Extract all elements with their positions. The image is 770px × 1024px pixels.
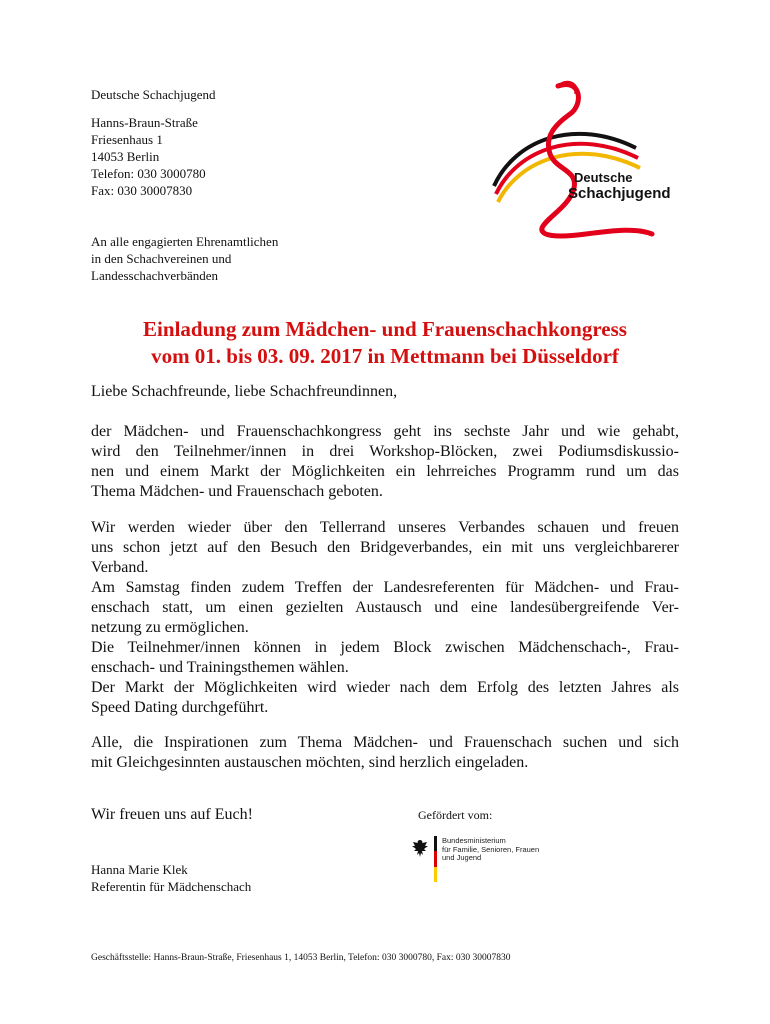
text-line: nen und einem Markt der Möglichkeiten ein lehrreiches Programm rund um das	[91, 463, 679, 480]
recipients	[91, 233, 278, 284]
text-line: enschach- und Trainingsthemen wählen.	[91, 659, 349, 676]
text-line: Thema Mädchen- und Frauenschach geboten.	[91, 483, 383, 500]
logo-line1: Deutsche	[574, 170, 633, 185]
sender-house: Friesenhaus 1	[91, 132, 163, 147]
signature-name: Hanna Marie Klek	[91, 862, 188, 877]
sender-address	[91, 86, 216, 199]
text-line: der Mädchen- und Frauenschachkongress geht ins sechste Jahr und wie gehabt,	[91, 423, 679, 440]
text-line: Am Samstag finden zudem Treffen der Landesreferenten für Mädchen- und Frau-	[91, 579, 679, 596]
signature-role: Referentin für Mädchenschach	[91, 879, 252, 894]
title-line1: Einladung zum Mädchen- und Frauenschachkongress	[143, 317, 627, 341]
sender-phone: Telefon: 030 3000780	[91, 166, 206, 181]
recipient-line: in den Schachvereinen und	[91, 251, 232, 266]
document-title	[60, 316, 710, 370]
ministry-line2: für Familie, Senioren, Frauen	[442, 844, 540, 854]
text-line: Die Teilnehmer/innen können in jedem Block zwischen Mädchenschach-, Frau-	[91, 639, 679, 656]
text-line: uns schon jetzt auf den Besuch den Bridgeverbandes, ein mit uns vergleichbarerer	[91, 539, 679, 556]
signature-block	[91, 861, 251, 895]
logo-line2: Schachjugend	[568, 185, 671, 202]
ministry-line1: Bundesministerium	[442, 836, 506, 845]
text-line: Der Markt der Möglichkeiten wird wieder nach dem Erfolg des letzten Jahres als	[91, 679, 679, 696]
sender-org: Deutsche Schachjugend	[91, 87, 216, 102]
text-line: wird den Teilnehmer/innen in drei Workshop-Blöcken, zwei Podiumsdiskussio-	[91, 443, 679, 460]
text-line: Speed Dating durchgeführt.	[91, 699, 269, 716]
text-line: Wir werden wieder über den Tellerrand unseres Verbandes schauen und freuen	[91, 519, 679, 536]
german-flag-bar	[434, 836, 437, 882]
paragraph-1	[91, 422, 679, 502]
footer-contact: Geschäftsstelle: Hanns-Braun-Straße, Friesenhaus 1, 14053 Berlin, Telefon: 030 3000780, Fax: 030 30007830	[91, 953, 511, 963]
paragraph-2	[91, 518, 679, 718]
paragraph-3	[91, 733, 679, 773]
ministry-logo	[410, 836, 570, 884]
text-line: Verband.	[91, 559, 149, 576]
sender-street: Hanns-Braun-Straße	[91, 115, 198, 130]
text-line: netzung zu ermöglichen.	[91, 619, 249, 636]
deutsche-schachjugend-logo	[486, 78, 686, 248]
title-line2: vom 01. bis 03. 09. 2017 in Mettmann bei Düsseldorf	[151, 344, 619, 368]
greeting: Liebe Schachfreunde, liebe Schachfreundinnen,	[91, 383, 398, 400]
federal-eagle-icon	[410, 838, 430, 860]
text-line: enschach statt, um einen gezielten Austausch und eine landesübergreifende Ver-	[91, 599, 679, 616]
funded-by-label: Gefördert vom:	[418, 808, 493, 822]
recipient-line: An alle engagierten Ehrenamtlichen	[91, 234, 279, 249]
recipient-line: Landesschachverbänden	[91, 268, 219, 283]
ministry-line3: und Jugend	[442, 853, 482, 862]
text-line: Alle, die Inspirationen zum Thema Mädchen- und Frauenschach suchen und sich	[91, 734, 679, 751]
closing-line: Wir freuen uns auf Euch!	[91, 806, 253, 823]
sender-city: 14053 Berlin	[91, 149, 160, 164]
text-line: mit Gleichgesinnten austauschen möchten, sind herzlich eingeladen.	[91, 754, 529, 771]
sender-fax: Fax: 030 30007830	[91, 183, 193, 198]
